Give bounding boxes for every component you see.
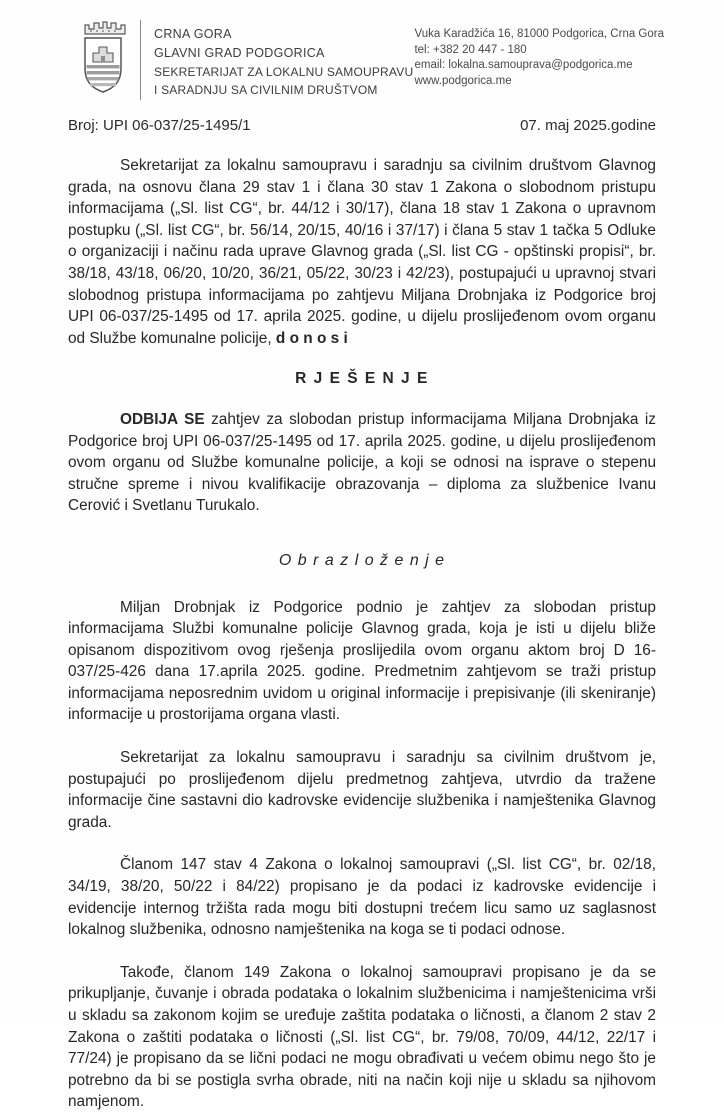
coat-of-arms-icon: [78, 18, 128, 102]
letterhead-brand: [78, 18, 413, 102]
contact-website: www.podgorica.me: [414, 74, 512, 87]
intro-emphasis: d o n o s i: [275, 329, 348, 347]
secretariat-name-line1: SEKRETARIJAT ZA LOKALNU SAMOUPRAVU: [154, 65, 414, 79]
explanation-paragraph-2: Sekretarijat za lokalnu samoupravu i saradnju sa civilnim društvom je, postupajući po proslijeđenom dijelu predmetnog zahtjeva, utvrdio da tražene informacije čine sastavni dio kadrovske evidencije službenika i namještenika Glavnog grada.: [68, 749, 656, 831]
city-name: GLAVNI GRAD PODGORICA: [154, 45, 325, 60]
organization-block: [154, 18, 413, 98]
decision-title: R J E Š E N J E: [295, 370, 429, 388]
contact-block: [414, 18, 664, 89]
contact-phone: tel: +382 20 447 - 180: [414, 43, 527, 56]
contact-email: email: lokalna.samouprava@podgorica.me: [414, 59, 633, 71]
explanation-paragraph-3: Članom 147 stav 4 Zakona o lokalnoj samoupravi („Sl. list CG“, br. 02/18, 34/19, 38/20, 50/22 i 84/22) propisano je da podaci iz kadrovske evidencije i evidencije internog tržišta rada mogu biti dostupni trećem licu samo uz saglasnost lokalnog službenika, odnosno namještenika na koga se ti podaci odnose.: [68, 856, 656, 939]
contact-address: Vuka Karadžića 16, 81000 Podgorica, Crna Gora: [414, 28, 664, 40]
letterhead-divider: [140, 20, 141, 100]
decision-lead: ODBIJA SE: [120, 410, 205, 428]
explanation-paragraph-1: Miljan Drobnjak iz Podgorice podnio je zahtjev za slobodan pristup informacijama Službi komunalne policije Glavnog grada, koja je isti u dijelu bliže opisanom dispozitivom ovog rješenja proslijedila ovom organu aktom broj D 16-037/25-426 dana 17.aprila 2025. godine. Predmetnim zahtjevom se traži pristup informacijama neposrednim uvidom u original informacije i prepisivanje (ili skeniranje) informacije u prostorijama organa vlasti.: [68, 598, 656, 724]
document-date: 07. maj 2025.godine: [520, 117, 656, 134]
letterhead: [0, 0, 724, 102]
explanation-paragraph-4: Takođe, članom 149 Zakona o lokalnoj samoupravi propisano je da se prikupljanje, čuvanje i obrada podataka o lokalnim službenicima i namještenicima vrši u skladu sa zakonom kojim se uređuje zaštita podataka o ličnosti, a članom 2 stav 2 Zakona o zaštiti podataka o ličnosti („Sl. list CG“, br. 79/08, 70/09, 44/12, 22/17 i 77/24) je propisano da se lični podaci ne mogu obrađivati u većem obimu nego što je potrebno da bi se postigla svrha obrade, niti na način koji nije u skladu sa njihovom namjenom.: [68, 963, 656, 1111]
country-name: CRNA GORA: [154, 27, 232, 41]
explanation-title: O b r a z l o ž e n j e: [278, 551, 446, 569]
document-body: [0, 155, 724, 1113]
reference-row: [0, 117, 724, 134]
decision-paragraph: [68, 409, 656, 517]
intro-text: Sekretarijat za lokalnu samoupravu i saradnju sa civilnim društvom Glavnog grada, na osnovu člana 29 stav 1 i člana 30 stav 1 Zakona o slobodnom pristupu informacijama („Sl. list CG“, br. 44/12 i 30/17), člana 18 stav 1 Zakona o upravnom postupku („Sl. list CG“, br. 56/14, 20/15, 40/16 i 37/17) i člana 5 stav 1 tačka 5 Odluke o organizaciji i načinu rada uprave Glavnog grada („Sl. list CG - opštinski propisi“, br. 38/18, 43/18, 06/20, 10/20, 36/21, 05/22, 30/23 i 42/23), postupajući u upravnoj stvari slobodnog pristupa informacijama po zahtjevu Miljana Drobnjaka iz Podgorice broj UPI 06-037/25-1495 od 17. aprila 2025. godine, u dijelu proslijeđenom ovom organu od Službe komunalne policije,: [68, 157, 656, 347]
intro-paragraph: [68, 155, 656, 349]
case-number: Broj: UPI 06-037/25-1495/1: [68, 117, 251, 134]
secretariat-name-line2: I SARADNJU SA CIVILNIM DRUŠTVOM: [154, 83, 378, 97]
decision-rest: zahtjev za slobodan pristup informacijama Miljana Drobnjaka iz Podgorice broj UPI 06-037/25-1495 od 17. aprila 2025. godine, u dijelu proslijeđenom ovom organu od Službe komunalne policije, a koji se odnosi na isprave o stepenu stručne spreme i nivou kvalifikacije obrazovanja – diploma za službenice Ivanu Cerović i Svetlanu Turukalo.: [68, 410, 657, 515]
